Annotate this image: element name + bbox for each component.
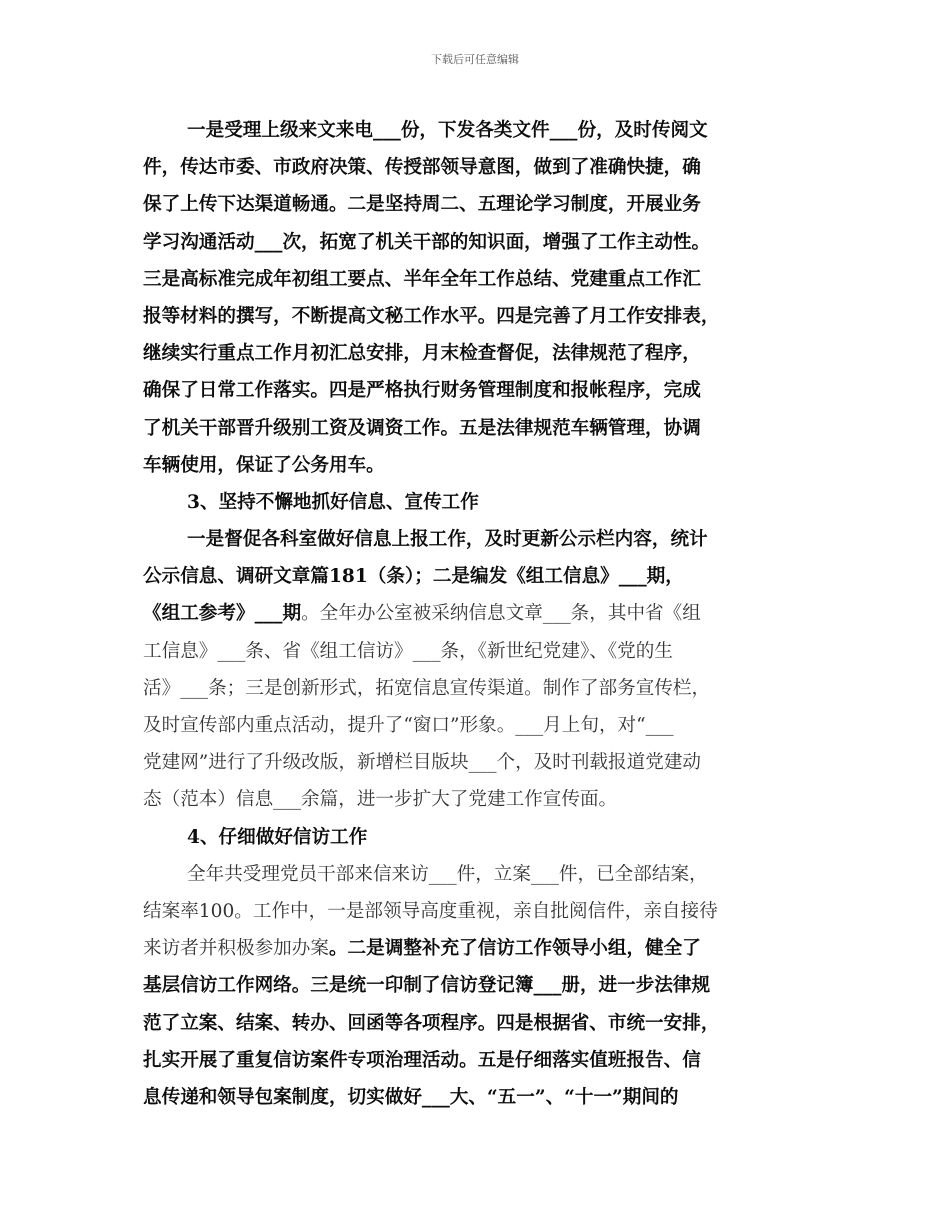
- text-line: [143, 1079, 813, 1116]
- text-line: [143, 1042, 813, 1079]
- text-line: [143, 186, 813, 223]
- text-run: 结案率100。工作中，一是部领导高度重视，亲自批阅信件，亲自接待: [143, 900, 718, 922]
- text-run: 《组工参考》___期: [143, 603, 302, 625]
- text-run: 件，传达市委、市政府决策、传授部领导意图，做到了准确快捷，确: [143, 157, 701, 179]
- text-run: 态（范本）信息___余篇，进一步扩大了党建工作宣传面。: [143, 789, 618, 811]
- text-line: [143, 633, 813, 670]
- text-line: [143, 781, 813, 818]
- text-run: 党建网”进行了升级改版，新增栏目版块___个，及时刊载报道党建动: [143, 752, 702, 774]
- text-run: 报等材料的撰写，不断提高文秘工作水平。四是完善了月工作安排表，: [143, 305, 720, 327]
- text-run: 确保了日常工作落实。四是严格执行财务管理制度和报帐程序，完成: [143, 380, 701, 402]
- text-line: [143, 707, 813, 744]
- text-run: 了机关干部晋升级别工资及调资工作。五是法律规范车辆管理，协调: [143, 417, 701, 439]
- text-line: [143, 112, 813, 149]
- text-run: 扎实开展了重复信访案件专项治理活动。五是仔细落实值班报告、信: [143, 1049, 701, 1071]
- text-line: [143, 558, 813, 595]
- text-line: [143, 893, 813, 930]
- text-line: [143, 1005, 813, 1042]
- text-run: 学习沟通活动___次，拓宽了机关干部的知识面，增强了工作主动性。: [143, 231, 711, 253]
- text-line: [143, 670, 813, 707]
- text-run: 工信息》___条、省《组工信访》___条，《新世纪党建》、《党的生: [143, 640, 673, 662]
- text-line: [143, 335, 813, 372]
- text-line: [143, 447, 813, 484]
- text-line: [143, 372, 813, 409]
- text-line: [143, 521, 813, 558]
- section-heading: [143, 484, 813, 521]
- text-line: [143, 224, 813, 261]
- text-run: 基层信访工作网络。三是统一印制了信访登记簿___册，进一步法律规: [143, 975, 711, 997]
- text-run: 一是受理上级来文来电___份，下发各类文件___份，及时传阅文: [187, 120, 708, 141]
- document-body: [143, 112, 813, 1116]
- text-line: [143, 930, 813, 967]
- text-run: 4、仔细做好信访工作: [187, 826, 368, 848]
- text-line: [143, 744, 813, 781]
- text-run: 车辆使用，保证了公务用车。: [143, 454, 385, 476]
- text-run: 。二是调整补充了信访工作领导小组，健全了: [328, 938, 701, 960]
- text-run: 3、坚持不懈地抓好信息、宣传工作: [187, 491, 479, 513]
- text-line: [143, 856, 813, 893]
- text-run: 一是督促各科室做好信息上报工作，及时更新公示栏内容，统计: [187, 529, 708, 551]
- text-run: 及时宣传部内重点活动，提升了“窗口”形象。___月上旬，对“___: [143, 715, 674, 736]
- page-header: 下载后可任意编辑: [431, 53, 519, 66]
- text-run: 范了立案、结案、转办、回函等各项程序。四是根据省、市统一安排，: [143, 1012, 720, 1034]
- text-run: 全年共受理党员干部来信来访___件，立案___件，已全部结案，: [187, 863, 708, 885]
- text-run: 。全年办公室被采纳信息文章___条，其中省《组: [301, 603, 701, 625]
- text-line: [143, 149, 813, 186]
- text-line: [143, 261, 813, 298]
- text-line: [143, 410, 813, 447]
- text-line: [143, 298, 813, 335]
- text-run: 活》___条；三是创新形式，拓宽信息宣传渠道。制作了部务宣传栏，: [143, 677, 711, 699]
- text-line: [143, 967, 813, 1004]
- text-run: 来访者并积极参加办案: [143, 938, 329, 960]
- text-run: 息传递和领导包案制度，切实做好___大、“五一”、“十一”期间的: [143, 1086, 679, 1108]
- section-heading: [143, 819, 813, 856]
- text-run: 继续实行重点工作月初汇总安排，月末检查督促，法律规范了程序，: [143, 343, 701, 365]
- text-line: [143, 595, 813, 632]
- text-run: 保了上传下达渠道畅通。二是坚持周二、五理论学习制度，开展业务: [143, 194, 701, 216]
- text-run: 三是高标准完成年初组工要点、半年全年工作总结、党建重点工作汇: [143, 268, 701, 290]
- text-run: 公示信息、调研文章篇181（条）；二是编发《组工信息》___期，: [143, 566, 684, 588]
